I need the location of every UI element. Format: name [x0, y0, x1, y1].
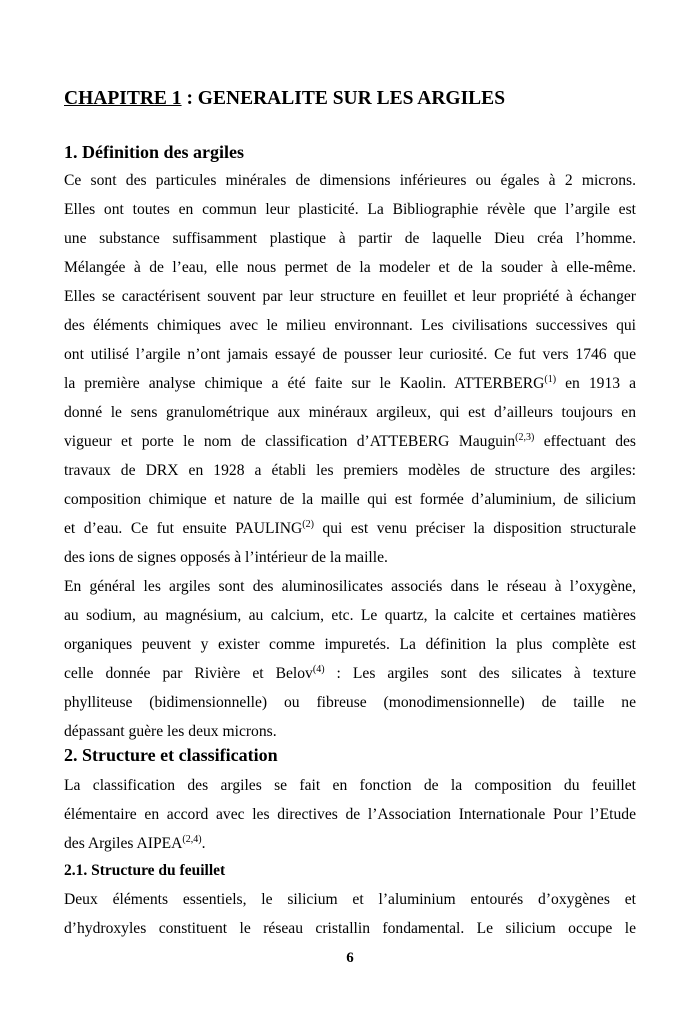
subsection-heading-structure-feuillet: 2.1. Structure du feuillet	[64, 862, 226, 879]
text-line	[64, 601, 636, 630]
text-line	[64, 224, 636, 253]
line-text: Deux éléments essentiels, le silicium et l’aluminium entourés d’oxygènes et	[64, 891, 636, 908]
line-text: la première analyse chimique a été faite sur le Kaolin. ATTERBERG	[64, 375, 545, 392]
section-heading-definition: 1. Définition des argiles	[64, 142, 244, 162]
line-text-continued: qui est venu préciser la disposition structurale	[313, 520, 636, 537]
line-text: Ce sont des particules minérales de dimensions inférieures ou égales à 2 microns.	[64, 172, 636, 189]
chapter-title	[64, 88, 505, 110]
line-text: Elles ont toutes en commun leur plasticité. La Bibliographie révèle que l’argile est	[64, 201, 636, 218]
text-line	[64, 485, 636, 514]
line-text: élémentaire en accord avec les directives de l’Association Internationale Pour l’Etude	[64, 806, 636, 823]
line-text: vigueur et porte le nom de classification d’ATTEBERG Mauguin	[64, 433, 516, 450]
text-line	[64, 514, 636, 543]
line-text: dépassant guère les deux microns.	[64, 723, 277, 740]
text-line	[64, 688, 636, 717]
line-text: et d’eau. Ce fut ensuite PAULING	[64, 520, 303, 537]
text-line	[64, 195, 636, 224]
section-body-structure-classification	[64, 771, 636, 858]
line-text: travaux de DRX en 1928 a établi les premiers modèles de structure des argiles:	[64, 462, 636, 479]
text-line	[64, 717, 636, 746]
text-line	[64, 340, 636, 369]
text-line	[64, 771, 636, 800]
reference-superscript: (2,3)	[515, 432, 535, 443]
reference-superscript: (1)	[544, 374, 557, 385]
line-text-continued: : Les argiles sont des silicates à texture	[324, 665, 636, 682]
chapter-name: : GENERALITE SUR LES ARGILES	[181, 88, 506, 109]
line-text: ont utilisé l’argile n’ont jamais essayé de pousser leur curiosité. Ce fut vers 1746 que	[64, 346, 636, 363]
text-line	[64, 253, 636, 282]
text-line	[64, 572, 636, 601]
page-number: 6	[346, 950, 354, 966]
section-heading-structure-classification: 2. Structure et classification	[64, 745, 278, 765]
line-text: organiques peuvent y exister comme impuretés. La définition la plus complète est	[64, 636, 636, 653]
line-text: d’hydroxyles constituent le réseau cristallin fondamental. Le silicium occupe le	[64, 920, 636, 937]
reference-superscript: (2)	[302, 519, 314, 530]
line-text: des éléments chimiques avec le milieu environnant. Les civilisations successives qui	[64, 317, 636, 334]
text-line	[64, 282, 636, 311]
line-text: Mélangée à de l’eau, elle nous permet de la modeler et de la souder à elle-même.	[64, 259, 636, 276]
chapter-number: CHAPITRE 1	[64, 88, 182, 109]
line-text: une substance suffisamment plastique à partir de laquelle Dieu créa l’homme.	[64, 230, 636, 247]
line-text-continued: effectuant des	[534, 433, 636, 450]
text-line	[64, 659, 636, 688]
section-body-definition	[64, 166, 636, 746]
reference-superscript: (2,4)	[182, 834, 202, 845]
subsection-body-structure-feuillet	[64, 885, 636, 943]
line-text-continued: en 1913 a	[556, 375, 636, 392]
line-text-continued: .	[201, 835, 206, 852]
line-text: des Argiles AIPEA	[64, 835, 183, 852]
reference-superscript: (4)	[312, 664, 325, 675]
text-line	[64, 885, 636, 914]
text-line	[64, 311, 636, 340]
text-line	[64, 456, 636, 485]
line-text: donné le sens granulométrique aux minéraux argileux, qui est d’ailleurs toujours en	[64, 404, 636, 421]
text-line	[64, 398, 636, 427]
text-line	[64, 829, 636, 858]
line-text: au sodium, au magnésium, au calcium, etc. Le quartz, la calcite et certaines matières	[64, 607, 636, 624]
text-line	[64, 800, 636, 829]
text-line	[64, 166, 636, 195]
text-line	[64, 630, 636, 659]
line-text: des ions de signes opposés à l’intérieur de la maille.	[64, 549, 388, 566]
line-text: phylliteuse (bidimensionnelle) ou fibreuse (monodimensionnelle) de taille ne	[64, 694, 636, 711]
text-line	[64, 543, 636, 572]
line-text: La classification des argiles se fait en fonction de la composition du feuillet	[64, 777, 636, 794]
line-text: celle donnée par Rivière et Belov	[64, 665, 313, 682]
line-text: composition chimique et nature de la maille qui est formée d’aluminium, de silicium	[64, 491, 636, 508]
line-text: Elles se caractérisent souvent par leur structure en feuillet et leur propriété à échanger	[64, 288, 636, 305]
text-line	[64, 369, 636, 398]
text-line	[64, 427, 636, 456]
line-text: En général les argiles sont des aluminosilicates associés dans le réseau à l’oxygène,	[64, 578, 636, 595]
text-line	[64, 914, 636, 943]
